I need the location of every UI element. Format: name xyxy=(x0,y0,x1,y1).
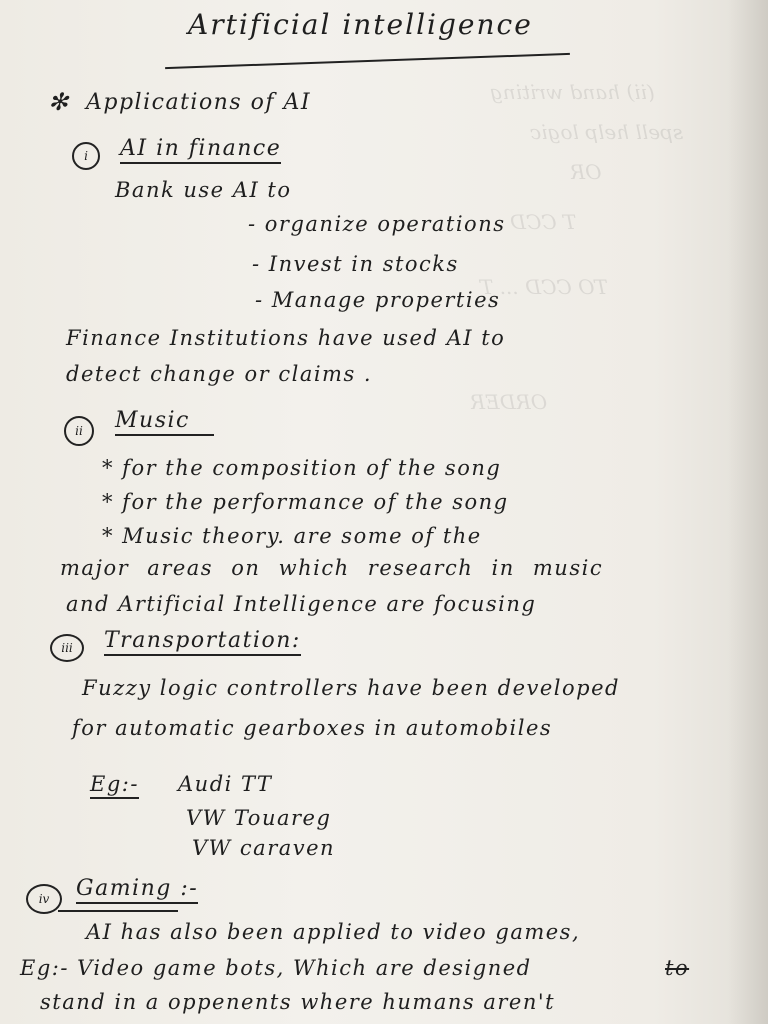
section-number-badge: ii xyxy=(64,416,94,446)
gaming-title: Gaming :- xyxy=(76,876,198,904)
gaming-paragraph-line: stand in a oppenents where humans aren't xyxy=(40,990,556,1014)
page-edge-shadow xyxy=(728,0,768,1024)
transportation-paragraph-line: Fuzzy logic controllers have been developed xyxy=(82,676,620,700)
music-paragraph-line: and Artificial Intelligence are focusing xyxy=(66,592,537,616)
section-heading: Applications of AI xyxy=(86,90,312,115)
example-label: Eg:- xyxy=(90,772,139,799)
music-paragraph-line: major areas on which research in music xyxy=(60,556,604,580)
section-number-badge: i xyxy=(72,142,100,170)
music-bullet: * Music theory. are some of the xyxy=(102,524,482,548)
transportation-paragraph-line: for automatic gearboxes in automobiles xyxy=(72,716,553,740)
gaming-paragraph-line: AI has also been applied to video games, xyxy=(86,920,581,944)
finance-bullet: - organize operations xyxy=(248,212,506,236)
finance-bullet: - Invest in stocks xyxy=(252,252,459,276)
finance-title: AI in finance xyxy=(120,136,281,164)
page-title: Artificial intelligence xyxy=(188,8,533,41)
transportation-title: Transportation: xyxy=(104,628,301,656)
finance-intro: Bank use AI to xyxy=(115,178,292,202)
music-bullet: * for the performance of the song xyxy=(102,490,509,514)
example-item: VW caraven xyxy=(192,836,336,860)
title-underline xyxy=(165,53,570,69)
music-title: Music xyxy=(115,408,214,436)
section-number-badge: iv xyxy=(26,884,62,914)
example-item: VW Touareg xyxy=(186,806,332,830)
struck-word: to xyxy=(665,956,690,980)
finance-paragraph-line: Finance Institutions have used AI to xyxy=(66,326,506,350)
gaming-paragraph-line: Eg:- Video game bots, Which are designed xyxy=(20,956,532,980)
reverse-side-bleed-through: (ii) hand writing spell help logic OR T CCD TO CCD ... T ORDER xyxy=(470,80,684,414)
finance-bullet: - Manage properties xyxy=(255,288,501,312)
music-bullet: * for the composition of the song xyxy=(102,456,502,480)
example-item: Audi TT xyxy=(178,772,273,796)
gaming-title-underline xyxy=(58,910,178,912)
section-number-badge: iii xyxy=(50,634,84,662)
finance-paragraph-line: detect change or claims . xyxy=(66,362,373,386)
heading-marker-icon: ✻ xyxy=(48,88,70,116)
